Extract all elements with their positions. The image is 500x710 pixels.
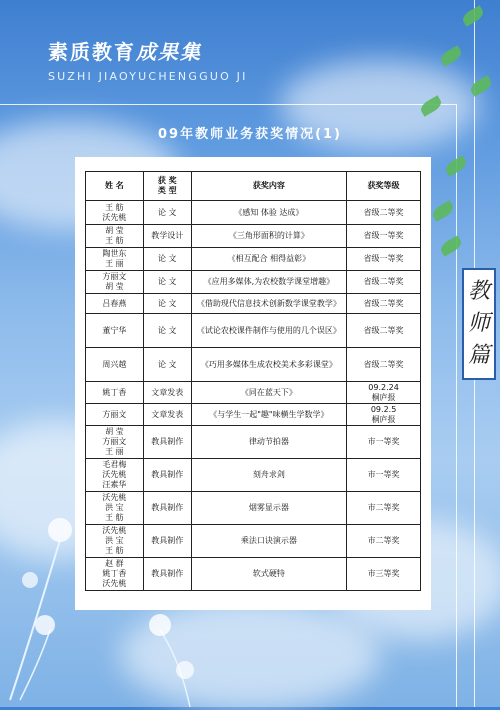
cell-award-type: [143, 426, 191, 459]
cell-name-text: 姚丁香: [102, 387, 127, 397]
table-row: [86, 225, 421, 248]
cell-award-level-text: 09.2.24 桐庐报: [368, 382, 399, 402]
cell-name: [86, 426, 144, 459]
cell-award-level-text: 省级二等奖: [363, 359, 404, 369]
cell-award-level: [347, 492, 421, 525]
cell-award-content: [191, 294, 347, 314]
cell-name-text: 陶世东 王 丽: [102, 249, 127, 268]
cell-award-content-text: 律动节拍器: [248, 437, 289, 446]
cell-award-content-text: 乘法口诀演示器: [240, 536, 297, 545]
cell-award-content: [191, 201, 347, 225]
cell-award-level: [347, 294, 421, 314]
cell-award-content-text: 《三角形面积的计算》: [228, 231, 309, 240]
cell-award-content-text: 《与学生一起"趣"味横生学数学》: [209, 409, 329, 419]
header-title-main: 素质教育: [48, 40, 136, 64]
cell-name: [86, 558, 144, 591]
award-table: [85, 171, 421, 591]
table-row: [86, 525, 421, 558]
cell-award-level-text: 市二等奖: [367, 536, 400, 545]
side-tab-char: 师: [467, 311, 490, 336]
cell-award-level-text: 市二等奖: [367, 503, 400, 512]
column-header-label: 获奖内容: [252, 181, 285, 190]
cell-name-text: 沃先桃 洪 宝 王 舫: [102, 526, 127, 555]
cell-award-content: [191, 225, 347, 248]
cell-award-content: [191, 248, 347, 271]
cell-award-content-text: 《同在蓝天下》: [240, 387, 297, 397]
cell-award-content: [191, 525, 347, 558]
cell-award-content: [191, 382, 347, 404]
cell-award-type-text: 论 文: [157, 254, 177, 263]
cell-name-text: 方丽文 胡 莹: [102, 272, 127, 291]
cell-award-type-text: 教具制作: [151, 503, 184, 512]
document-title: 09年教师业务获奖情况(1): [157, 127, 343, 142]
column-header-label: 获奖等级: [367, 181, 400, 190]
cell-award-content: [191, 314, 347, 348]
cell-name-text: 方丽文: [102, 409, 127, 419]
column-header-label: 获 奖 类 型: [157, 176, 177, 195]
side-tab-teachers: [462, 268, 496, 380]
cell-name: [86, 201, 144, 225]
cell-name: [86, 404, 144, 426]
cell-name: [86, 314, 144, 348]
frame-line-top: [0, 104, 456, 105]
cell-award-level: [347, 201, 421, 225]
cell-award-type: [143, 271, 191, 294]
cell-name: [86, 294, 144, 314]
column-header-label: 姓 名: [105, 181, 124, 190]
cell-name-text: 胡 莹 方丽文 王 丽: [102, 427, 127, 456]
cell-award-content: [191, 492, 347, 525]
cell-award-type: [143, 404, 191, 426]
cell-award-level: [347, 525, 421, 558]
cell-name: [86, 348, 144, 382]
vine-leaf-icon: [430, 200, 455, 221]
header-title-script: 成果集: [136, 40, 202, 64]
cell-award-type-text: 论 文: [157, 325, 177, 335]
cell-name: [86, 459, 144, 492]
cell-name-text: 赵 群 姚丁香 沃先桃: [102, 559, 127, 588]
table-row: [86, 382, 421, 404]
cell-award-level: [347, 382, 421, 404]
column-header-level: [347, 172, 421, 201]
cell-award-content-text: 烟雾显示器: [248, 503, 289, 512]
side-tab-char: 教: [467, 279, 490, 304]
cell-award-type: [143, 492, 191, 525]
cell-award-type: [143, 248, 191, 271]
cell-award-level-text: 省级二等奖: [363, 298, 404, 308]
cell-award-level: [347, 558, 421, 591]
column-header-content: [191, 172, 347, 201]
cell-award-type: [143, 225, 191, 248]
table-row: [86, 271, 421, 294]
cell-award-level: [347, 459, 421, 492]
cell-award-level-text: 09.2.5 桐庐报: [370, 404, 397, 424]
cell-award-level-text: 省级二等奖: [363, 325, 404, 335]
cell-award-type: [143, 201, 191, 225]
cell-award-content: [191, 459, 347, 492]
cell-award-level-text: 市一等奖: [367, 470, 400, 479]
vine-leaf-icon: [438, 45, 463, 66]
cell-award-content: [191, 271, 347, 294]
cell-award-type-text: 论 文: [157, 277, 177, 286]
table-row: [86, 492, 421, 525]
cell-award-content-text: 刻舟求剑: [252, 470, 285, 479]
cell-name: [86, 492, 144, 525]
cell-name-text: 胡 莹 王 舫: [105, 226, 124, 245]
vine-leaf-icon: [460, 5, 485, 26]
cell-award-content-text: 软式硬特: [252, 569, 285, 578]
cell-award-content: [191, 348, 347, 382]
cell-award-level: [347, 426, 421, 459]
cell-award-type: [143, 294, 191, 314]
table-row: [86, 201, 421, 225]
cell-award-level: [347, 248, 421, 271]
cell-award-level-text: 省级一等奖: [363, 254, 404, 263]
table-row: [86, 248, 421, 271]
cell-award-type-text: 文章发表: [151, 387, 184, 397]
cell-name: [86, 225, 144, 248]
cell-award-type: [143, 314, 191, 348]
cell-name-text: 沃先桃 洪 宝 王 舫: [102, 493, 127, 522]
cell-award-type: [143, 525, 191, 558]
cell-award-content: [191, 558, 347, 591]
table-header-row: [86, 172, 421, 201]
cell-name: [86, 248, 144, 271]
cell-award-level-text: 省级二等奖: [363, 207, 404, 217]
cell-award-level: [347, 404, 421, 426]
cell-award-content-text: 《相互配合 相得益彰》: [227, 254, 311, 263]
table-row: [86, 459, 421, 492]
table-row: [86, 294, 421, 314]
cell-name-text: 毛君梅 沃先桃 汪素华: [102, 460, 127, 489]
table-row: [86, 558, 421, 591]
header-title: [48, 36, 202, 65]
cell-award-level-text: 省级二等奖: [363, 277, 404, 286]
cell-award-type-text: 论 文: [157, 207, 177, 217]
side-tab-char: 篇: [467, 343, 490, 368]
cell-award-type-text: 教具制作: [151, 470, 184, 479]
table-row: [86, 426, 421, 459]
cell-award-level: [347, 348, 421, 382]
cell-award-type-text: 论 文: [157, 359, 177, 369]
header-subtitle: SUZHI JIAOYUCHENGGUO JI: [48, 70, 248, 83]
cell-award-content-text: 《感知 体验 达成》: [234, 207, 304, 217]
table-row: [86, 348, 421, 382]
column-header-name: [86, 172, 144, 201]
cell-award-type: [143, 459, 191, 492]
cell-name-text: 董宁华: [102, 325, 127, 335]
cell-name: [86, 525, 144, 558]
vine-leaf-icon: [468, 75, 493, 96]
cell-award-type-text: 教具制作: [151, 536, 184, 545]
cell-award-content-text: 《借助现代信息技术创新数学课堂教学》: [196, 298, 341, 308]
frame-line-right: [456, 104, 457, 707]
cell-award-type: [143, 382, 191, 404]
flower-sprig-icon: [130, 600, 220, 707]
cell-award-level-text: 市一等奖: [367, 437, 400, 446]
cell-award-type-text: 文章发表: [151, 409, 184, 419]
cell-award-content: [191, 426, 347, 459]
cell-award-type-text: 教具制作: [151, 569, 184, 578]
table-row: [86, 404, 421, 426]
cell-award-content: [191, 404, 347, 426]
cell-award-level: [347, 271, 421, 294]
cell-award-type: [143, 558, 191, 591]
cell-award-content-text: 《应用多媒体,为农校数学课堂增趣》: [203, 277, 335, 286]
cell-award-level: [347, 314, 421, 348]
cell-award-content-text: 《试论农校课件制作与使用的几个误区》: [196, 325, 341, 335]
cell-name: [86, 271, 144, 294]
cell-award-type-text: 论 文: [157, 298, 177, 308]
cell-award-type-text: 教具制作: [151, 437, 184, 446]
cell-name-text: 王 舫 沃先桃: [102, 202, 127, 222]
cell-award-content-text: 《巧用多媒体生成农校美术多彩课堂》: [200, 359, 337, 369]
cell-name: [86, 382, 144, 404]
vine-leaf-icon: [438, 235, 463, 256]
cell-name-text: 周兴越: [102, 359, 127, 369]
cell-award-type-text: 教学设计: [151, 231, 184, 240]
award-table-sheet: [75, 157, 431, 610]
table-row: [86, 314, 421, 348]
cell-name-text: 吕春燕: [102, 298, 127, 308]
cell-award-level-text: 市三等奖: [367, 569, 400, 578]
column-header-type: [143, 172, 191, 201]
cell-award-level-text: 省级一等奖: [363, 231, 404, 240]
cell-award-level: [347, 225, 421, 248]
cell-award-type: [143, 348, 191, 382]
